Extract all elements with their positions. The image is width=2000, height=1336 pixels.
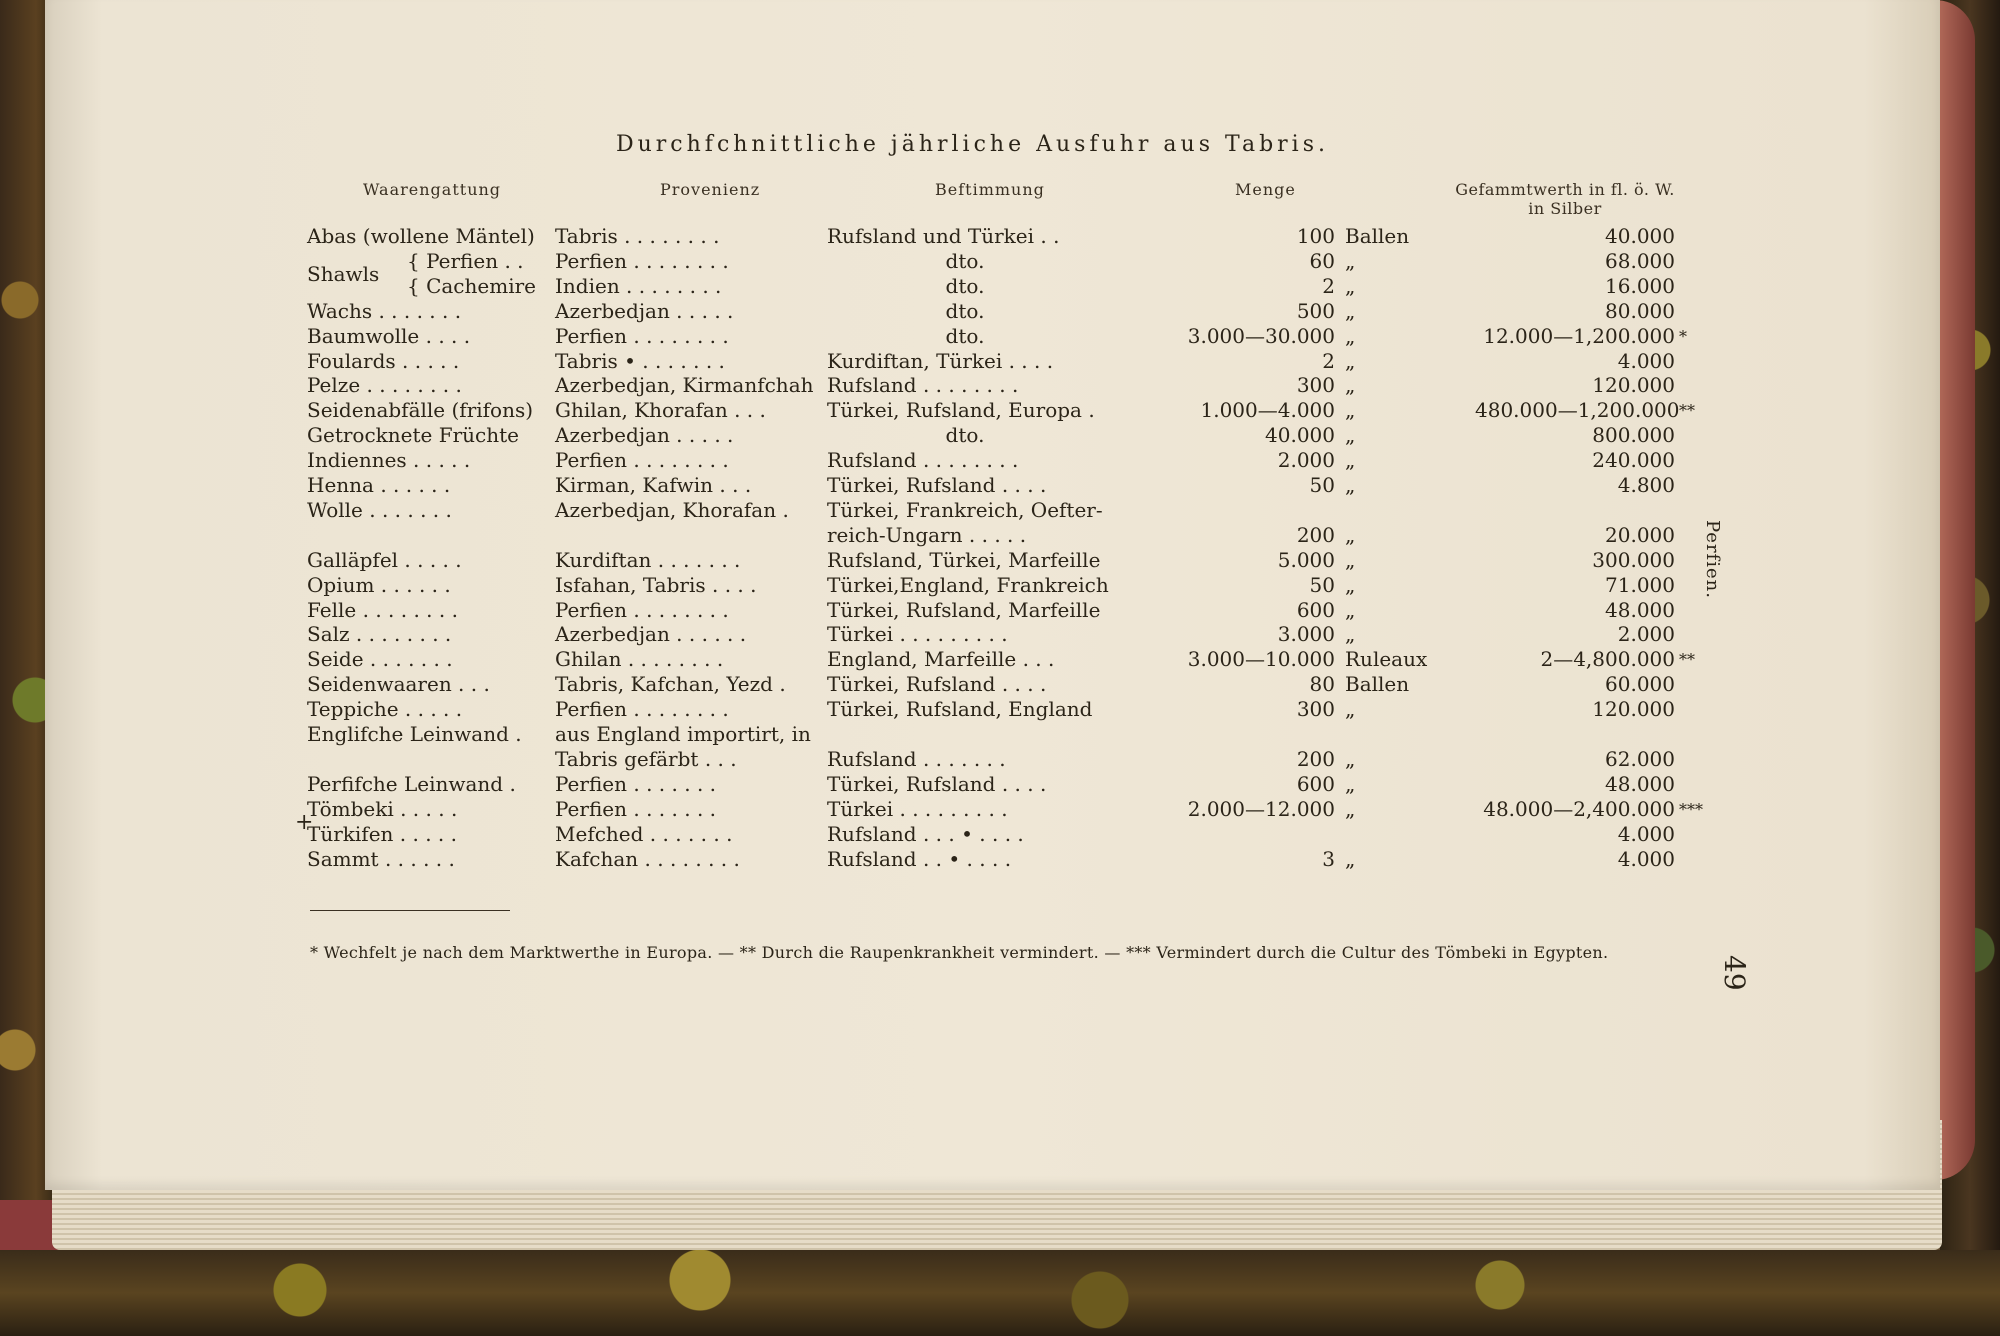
table-row — [45, 523, 1940, 548]
table-row — [45, 398, 1940, 423]
cell-ware: Henna . . . . . . — [307, 473, 451, 497]
cell-ware: Seidenabfälle (frifons) — [307, 398, 534, 423]
cell-best: Rufsland und Türkei . . — [827, 224, 1060, 248]
cell-ware: Opium . . . . . . — [307, 572, 451, 597]
cell-ware: Englifche Leinwand . — [307, 722, 522, 746]
cell-ware: Seidenwaaren . . . — [307, 672, 490, 697]
table-title: Durchfchnittliche jährliche Ausfuhr aus Tabris. — [615, 132, 1329, 157]
cell-star: * — [1679, 326, 1687, 346]
header-best: Beftimmung — [935, 180, 1045, 199]
cell-ware: Galläpfel . . . . . — [307, 547, 462, 572]
cell-prov: Azerbedjan, Kirmanfchah — [555, 373, 814, 398]
table-row — [45, 747, 1940, 772]
cell-ware: Teppiche . . . . . — [307, 697, 463, 722]
cell-unit: „ — [1345, 746, 1356, 771]
cell-wert: 71.000 — [1605, 572, 1675, 597]
cell-best: Türkei, Rufsland, England — [827, 697, 1093, 722]
cell-best: dto. — [945, 248, 985, 273]
cell-ware: Tömbeki . . . . . — [307, 796, 458, 821]
cell-menge: 3 — [1322, 846, 1335, 871]
header-prov: Provenienz — [660, 180, 761, 199]
cell-wert: 800.000 — [1592, 423, 1675, 448]
cell-unit: „ — [1345, 398, 1356, 423]
cell-best: Türkei, Frankreich, Oefter- — [827, 497, 1103, 522]
cell-wert: 300.000 — [1592, 547, 1675, 572]
cell-unit: „ — [1345, 597, 1356, 622]
cell-best: Türkei, Rufsland . . . . — [827, 771, 1047, 796]
cell-prov: Perfien . . . . . . . . — [555, 323, 729, 348]
table-row — [45, 274, 1940, 299]
cell-best: Rufsland, Türkei, Marfeille — [827, 547, 1101, 572]
cell-prov: Perfien . . . . . . . . — [555, 597, 729, 622]
cell-ware: Pelze . . . . . . . . — [307, 373, 462, 398]
cell-menge: 2.000 — [1277, 448, 1335, 473]
cell-unit: „ — [1345, 522, 1356, 547]
table-row — [45, 448, 1940, 473]
cell-unit: „ — [1345, 697, 1356, 722]
cell-best: Rufsland . . . • . . . . — [827, 821, 1024, 846]
cell-wert: 16.000 — [1605, 273, 1675, 298]
cell-wert: 60.000 — [1605, 672, 1675, 697]
cell-prov: Ghilan, Khorafan . . . — [555, 398, 766, 423]
cell-menge: 50 — [1309, 572, 1335, 597]
cell-best: Kurdiftan, Türkei . . . . — [827, 348, 1054, 373]
cell-ware: Foulards . . . . . — [307, 348, 460, 373]
cell-prov: Perfien . . . . . . . — [555, 771, 717, 796]
cell-unit: Ruleaux — [1345, 647, 1428, 672]
cell-menge: 40.000 — [1265, 423, 1335, 448]
cell-ware: Perfifche Leinwand . — [307, 771, 516, 796]
cell-unit: „ — [1345, 298, 1356, 323]
cell-menge: 50 — [1309, 473, 1335, 497]
cell-prov: Azerbedjan . . . . . . — [555, 622, 747, 647]
cell-wert: 40.000 — [1605, 224, 1675, 248]
table-row — [45, 598, 1940, 623]
header-ware: Waarengattung — [363, 180, 502, 199]
cell-best: Rufsland . . . . . . . . — [827, 448, 1019, 473]
cell-star: *** — [1679, 799, 1703, 819]
book-cover-bottom — [0, 1250, 2000, 1336]
table-row — [45, 473, 1940, 498]
header-wert-line1: Gefammtwerth in fl. ö. W. — [1455, 180, 1675, 199]
page-number: 49 — [1718, 955, 1751, 991]
cell-wert: 4.000 — [1617, 846, 1675, 871]
footnote-rule — [310, 910, 510, 911]
table-row — [45, 299, 1940, 324]
cell-best: Türkei . . . . . . . . . — [827, 796, 1008, 821]
cell-wert: 12.000—1,200.000 — [1483, 323, 1675, 348]
cell-wert: 2—4,800.000 — [1540, 647, 1675, 672]
cell-prov: Tabris • . . . . . . . — [555, 348, 725, 373]
cell-best: reich-Ungarn . . . . . — [827, 522, 1027, 547]
table-row — [45, 224, 1940, 249]
table-row — [45, 722, 1940, 747]
cell-prov: Azerbedjan . . . . . — [555, 423, 734, 448]
table-row — [45, 672, 1940, 697]
cell-ware: Felle . . . . . . . . — [307, 597, 458, 622]
cell-menge: 300 — [1296, 697, 1335, 722]
cell-ware: Baumwolle . . . . — [307, 323, 471, 348]
cell-prov: aus England importirt, in — [555, 722, 811, 746]
cell-wert: 48.000—2,400.000 — [1483, 796, 1675, 821]
table-row — [45, 822, 1940, 847]
cell-unit: „ — [1345, 323, 1356, 348]
running-title: Perfien. — [1702, 520, 1723, 599]
cell-prov: Kurdiftan . . . . . . . — [555, 547, 741, 572]
cell-star: ** — [1679, 650, 1695, 670]
cell-menge: 500 — [1296, 298, 1335, 323]
cell-ware: Wolle . . . . . . . — [307, 497, 452, 522]
cell-menge: 2 — [1322, 273, 1335, 298]
cell-menge: 60 — [1309, 248, 1335, 273]
header-wert — [1405, 180, 1725, 218]
cell-menge: 3.000—10.000 — [1187, 647, 1335, 672]
cell-unit: „ — [1345, 448, 1356, 473]
table-row — [45, 622, 1940, 647]
cell-unit: „ — [1345, 473, 1356, 497]
cell-menge: 2.000—12.000 — [1187, 796, 1335, 821]
cell-unit: „ — [1345, 572, 1356, 597]
cell-wert: 80.000 — [1605, 298, 1675, 323]
cell-prov: Kirman, Kafwin . . . — [555, 473, 752, 497]
cell-unit: „ — [1345, 423, 1356, 448]
cell-ware: { Perfien . . — [407, 248, 524, 273]
table-row — [45, 324, 1940, 349]
margin-mark: + — [295, 810, 314, 835]
cell-unit: „ — [1345, 796, 1356, 821]
cell-menge: 3.000—30.000 — [1187, 323, 1335, 348]
cell-menge: 3.000 — [1277, 622, 1335, 647]
cell-best: dto. — [945, 298, 985, 323]
cell-best: Rufsland . . . . . . . — [827, 746, 1006, 771]
cell-menge: 600 — [1296, 771, 1335, 796]
table-row — [45, 573, 1940, 598]
cell-best: Türkei, Rufsland, Marfeille — [827, 597, 1101, 622]
cell-wert: 120.000 — [1592, 373, 1675, 398]
book-page — [45, 0, 1940, 1190]
cell-unit: „ — [1345, 348, 1356, 373]
cell-wert: 48.000 — [1605, 771, 1675, 796]
cell-ware: Abas (wollene Mäntel) — [307, 224, 535, 248]
table-row — [45, 423, 1940, 448]
cell-prov: Kafchan . . . . . . . . — [555, 846, 740, 871]
cell-menge: 2 — [1322, 348, 1335, 373]
cell-ware: Salz . . . . . . . . — [307, 622, 452, 647]
table-row — [45, 249, 1940, 274]
cell-best: Rufsland . . . . . . . . — [827, 373, 1019, 398]
cell-prov: Perfien . . . . . . . . — [555, 448, 729, 473]
cell-best: Rufsland . . • . . . . — [827, 846, 1012, 871]
cell-wert: 48.000 — [1605, 597, 1675, 622]
cell-star: ** — [1679, 401, 1695, 421]
table-row — [45, 349, 1940, 374]
shawls-label: Shawls — [307, 262, 380, 286]
cell-menge: 200 — [1296, 746, 1335, 771]
cell-unit: „ — [1345, 771, 1356, 796]
cell-best: Türkei, Rufsland, Europa . — [827, 398, 1095, 423]
cell-unit: „ — [1345, 846, 1356, 871]
cell-best: Türkei, Rufsland . . . . — [827, 672, 1047, 697]
cell-menge: 300 — [1296, 373, 1335, 398]
cell-menge: 5.000 — [1277, 547, 1335, 572]
cell-wert: 20.000 — [1605, 522, 1675, 547]
cell-prov: Mefched . . . . . . . — [555, 821, 733, 846]
table-row — [45, 697, 1940, 722]
cell-wert: 4.800 — [1617, 473, 1675, 497]
cell-prov: Perfien . . . . . . . — [555, 796, 717, 821]
cell-menge: 100 — [1296, 224, 1335, 248]
cell-ware: Türkifen . . . . . — [307, 821, 457, 846]
table-row — [45, 772, 1940, 797]
cell-menge: 1.000—4.000 — [1200, 398, 1335, 423]
cell-best: Türkei,England, Frankreich — [827, 572, 1109, 597]
cell-prov: Tabris . . . . . . . . — [555, 224, 720, 248]
cell-unit: „ — [1345, 248, 1356, 273]
cell-prov: Azerbedjan . . . . . — [555, 298, 734, 323]
cell-menge: 600 — [1296, 597, 1335, 622]
cell-menge: 80 — [1309, 672, 1335, 697]
cell-unit: „ — [1345, 547, 1356, 572]
cell-wert: 2.000 — [1617, 622, 1675, 647]
cell-prov: Tabris gefärbt . . . — [555, 746, 737, 771]
cell-prov: Perfien . . . . . . . . — [555, 697, 729, 722]
table-row — [45, 647, 1940, 672]
cell-prov: Isfahan, Tabris . . . . — [555, 572, 757, 597]
cell-ware: Seide . . . . . . . — [307, 647, 453, 672]
cell-best: dto. — [945, 273, 985, 298]
table-row — [45, 797, 1940, 822]
cell-prov: Ghilan . . . . . . . . — [555, 647, 724, 672]
cell-prov: Indien . . . . . . . . — [555, 273, 722, 298]
cell-ware: Wachs . . . . . . . — [307, 298, 462, 323]
table-row — [45, 498, 1940, 523]
cell-wert: 120.000 — [1592, 697, 1675, 722]
footnote: * Wechfelt je nach dem Marktwerthe in Europa. — ** Durch die Raupenkrankheit vermindert. — *** Vermindert durch die Cultur des Tömbeki in Egypten. — [310, 943, 1609, 962]
cell-wert: 240.000 — [1592, 448, 1675, 473]
cell-unit: „ — [1345, 273, 1356, 298]
cell-wert: 4.000 — [1617, 348, 1675, 373]
cell-prov: Azerbedjan, Khorafan . — [555, 497, 789, 522]
cell-best: Türkei . . . . . . . . . — [827, 622, 1008, 647]
cell-ware: Getrocknete Früchte — [307, 423, 519, 448]
cell-unit: Ballen — [1345, 224, 1410, 248]
cell-unit: Ballen — [1345, 672, 1410, 697]
table-row — [45, 373, 1940, 398]
cell-unit: „ — [1345, 373, 1356, 398]
cell-wert: 68.000 — [1605, 248, 1675, 273]
cell-best: dto. — [945, 423, 985, 448]
cell-wert: 480.000—1,200.000 — [1475, 398, 1680, 423]
cell-wert: 62.000 — [1605, 746, 1675, 771]
cell-prov: Tabris, Kafchan, Yezd . — [555, 672, 786, 697]
cell-best: Türkei, Rufsland . . . . — [827, 473, 1047, 497]
cell-ware: Sammt . . . . . . — [307, 846, 455, 871]
header-menge: Menge — [1235, 180, 1296, 199]
cell-best: dto. — [945, 323, 985, 348]
cell-ware: Indiennes . . . . . — [307, 448, 471, 473]
cell-wert: 4.000 — [1617, 821, 1675, 846]
cell-best: England, Marfeille . . . — [827, 647, 1055, 672]
header-wert-line2: in Silber — [1528, 199, 1602, 218]
cell-menge: 200 — [1296, 522, 1335, 547]
cell-unit: „ — [1345, 622, 1356, 647]
table-row — [45, 847, 1940, 872]
cell-prov: Perfien . . . . . . . . — [555, 248, 729, 273]
cell-ware: { Cachemire — [407, 273, 536, 298]
table-row — [45, 548, 1940, 573]
